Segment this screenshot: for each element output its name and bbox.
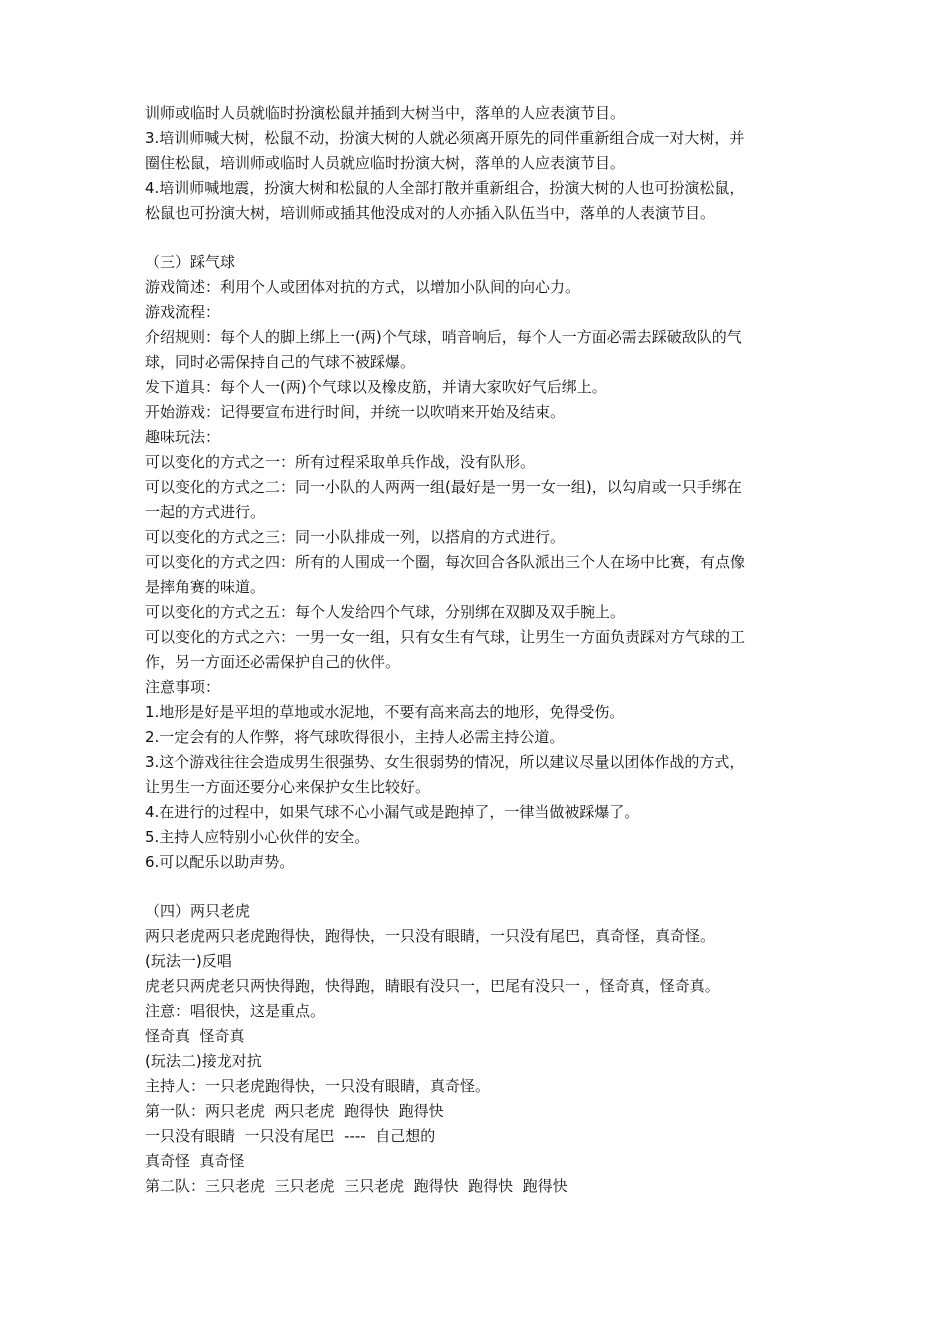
text-line: 3.这个游戏往往会造成男生很强势、女生很弱势的情况，所以建议尽量以团体作战的方式，: [145, 753, 745, 771]
text-line: 3.培训师喊大树，松鼠不动，扮演大树的人就必须离开原先的同伴重新组合成一对大树，并: [145, 129, 745, 147]
text-line: 圈住松鼠，培训师或临时人员就应临时扮演大树，落单的人应表演节目。: [145, 154, 626, 172]
text-line: 可以变化的方式之五：每个人发给四个气球，分别绑在双脚及双手腕上。: [145, 603, 626, 621]
text-line: 4.在进行的过程中，如果气球不心小漏气或是跑掉了，一律当做被踩爆了。: [145, 803, 640, 821]
text-line: 4.培训师喊地震，扮演大树和松鼠的人全部打散并重新组合，扮演大树的人也可扮演松鼠，: [145, 179, 745, 197]
text-line: 游戏简述：利用个人或团体对抗的方式，以增加小队间的向心力。: [145, 278, 581, 296]
section-tigers: [145, 899, 815, 1199]
document-page: [145, 101, 815, 1199]
text-line: (玩法二)接龙对抗: [145, 1052, 262, 1070]
text-line: 作，另一方面还必需保护自己的伙伴。: [145, 653, 401, 671]
section-intro: [145, 101, 815, 226]
text-line: 训师或临时人员就临时扮演松鼠并插到大树当中，落单的人应表演节目。: [145, 104, 626, 122]
text-line: 是摔角赛的味道。: [145, 578, 266, 596]
text-line: 可以变化的方式之一：所有过程采取单兵作战，没有队形。: [145, 453, 536, 471]
paragraph-spacer: [145, 875, 815, 899]
text-line: 1.地形是好是平坦的草地或水泥地，不要有高来高去的地形，免得受伤。: [145, 703, 625, 721]
text-line: 第二队：三只老虎 三只老虎 三只老虎 跑得快 跑得快 跑得快: [145, 1177, 568, 1195]
text-line: 第一队：两只老虎 两只老虎 跑得快 跑得快: [145, 1102, 444, 1120]
text-line: 5.主持人应特别小心伙伴的安全。: [145, 828, 370, 846]
text-line: 可以变化的方式之六：一男一女一组，只有女生有气球，让男生一方面负责踩对方气球的工: [145, 628, 746, 646]
text-line: 一起的方式进行。: [145, 503, 266, 521]
section-heading: （三）踩气球: [145, 253, 236, 271]
text-line: 真奇怪 真奇怪: [145, 1152, 245, 1170]
paragraph-spacer: [145, 226, 815, 250]
section-heading: （四）两只老虎: [145, 902, 251, 920]
text-line: 介绍规则：每个人的脚上绑上一(两)个气球，哨音响后，每个人一方面必需去踩破敌队的气: [145, 328, 742, 346]
text-line: 发下道具：每个人一(两)个气球以及橡皮筋，并请大家吹好气后绑上。: [145, 378, 607, 396]
text-line: 可以变化的方式之三：同一小队排成一列，以搭肩的方式进行。: [145, 528, 566, 546]
text-line: 注意：唱很快，这是重点。: [145, 1002, 326, 1020]
text-line: 让男生一方面还要分心来保护女生比较好。: [145, 778, 431, 796]
text-line: 主持人：一只老虎跑得快，一只没有眼睛，真奇怪。: [145, 1077, 491, 1095]
text-line: 两只老虎两只老虎跑得快，跑得快，一只没有眼睛，一只没有尾巴，真奇怪，真奇怪。: [145, 927, 716, 945]
text-line: 注意事项：: [145, 678, 221, 696]
text-line: 2.一定会有的人作弊，将气球吹得很小，主持人必需主持公道。: [145, 728, 565, 746]
text-line: 可以变化的方式之二：同一小队的人两两一组(最好是一男一女一组)，以勾肩或一只手绑在: [145, 478, 742, 496]
text-line: 虎老只两虎老只两快得跑，快得跑，睛眼有没只一，巴尾有没只一 ，怪奇真，怪奇真。: [145, 977, 720, 995]
text-line: 游戏流程：: [145, 303, 221, 321]
text-line: (玩法一)反唱: [145, 952, 232, 970]
text-line: 6.可以配乐以助声势。: [145, 853, 295, 871]
text-line: 开始游戏：记得要宣布进行时间，并统一以吹哨来开始及结束。: [145, 403, 566, 421]
text-line: 松鼠也可扮演大树，培训师或插其他没成对的人亦插入队伍当中，落单的人表演节目。: [145, 204, 716, 222]
section-balloon: [145, 250, 815, 875]
text-line: 怪奇真 怪奇真: [145, 1027, 245, 1045]
text-line: 一只没有眼睛 一只没有尾巴 ---- 自己想的: [145, 1127, 436, 1145]
text-line: 可以变化的方式之四：所有的人围成一个圈，每次回合各队派出三个人在场中比赛，有点像: [145, 553, 746, 571]
text-line: 趣味玩法：: [145, 428, 221, 446]
text-line: 球，同时必需保持自己的气球不被踩爆。: [145, 353, 416, 371]
